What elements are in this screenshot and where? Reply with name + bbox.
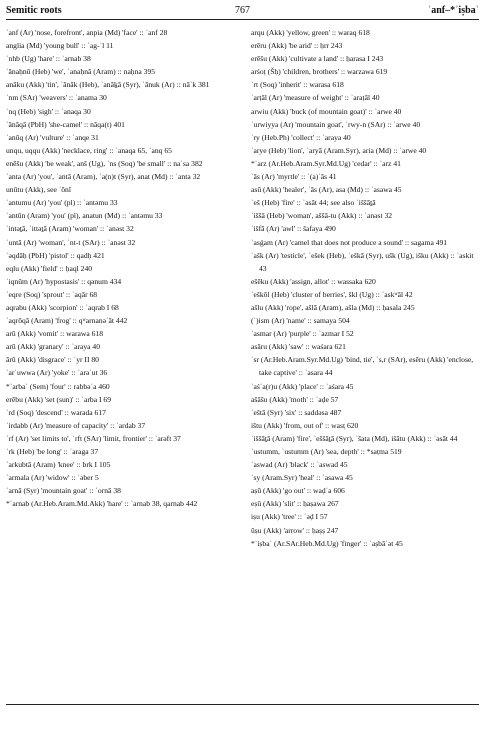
dictionary-entry: ʾiqnūm (Ar) 'hypostasis' :: qənum 434 — [6, 276, 122, 286]
dictionary-entry: enēšu (Akk) 'be weak', anš (Ug), ʾns (Soq) 'be small' :: naʾsa 382 — [6, 158, 203, 168]
dictionary-entry: ʾeštā (Syr) 'six' :: saddəsa 487 — [251, 407, 342, 417]
dictionary-entry: ʾirdabb (Ar) 'measure of capacity' :: ʾardab 37 — [6, 420, 146, 430]
dictionary-entry: ʾsr (Ar.Heb.Aram.Syr.Md.Ug) 'bind, tie', ʾs,r (SAr), esēru (Akk) 'enclose, take captive' :: ʾasara 44 — [251, 355, 474, 378]
dictionary-entry: ʾry (Heb.Ph) 'collect' :: ʾaraya 40 — [251, 132, 351, 142]
dictionary-entry: ʾrk (Heb) 'be long' :: ʾaraga 37 — [6, 447, 99, 456]
entry-range: ʾanf–*ʾiṣbaʿ — [427, 5, 479, 16]
dictionary-entry: aqrabu (Akk) 'scorpion' :: ʿaqrab I 68 — [6, 302, 119, 312]
dictionary-entry: ʾasmar (Ar) 'purple' :: ʾazmar I 52 — [251, 329, 354, 339]
dictionary-entry: ʾasǵam (Ar) 'camel that does not produce a sound' :: sagama 491 — [251, 237, 448, 247]
dictionary-entry: ʾintəṯā, ʾittəṯā (Aram) 'woman' :: ʾanəst 32 — [6, 224, 134, 234]
dictionary-entry: ʾašk (Ar) 'testicle', ʾešek (Heb), ʾeškā (Syr), ušk (Ug), išku (Akk) :: ʾaskit 43 — [251, 250, 474, 273]
dictionary-entry: ʾănaḥnū (Heb) 'we', ʾanaḥnā (Aram) :: naḥna 395 — [6, 67, 156, 77]
dictionary-entry: ʾantūn (Aram) 'you' (pl), anatun (Md) :: ʾantəmu 33 — [6, 211, 163, 221]
dictionary-entry: ʾiššāṯā (Aram) 'fire', ʾeššāṯā (Syr), ʾšata (Md), išātu (Akk) :: ʾəsāt 44 — [251, 433, 458, 443]
dictionary-entry: ʾrt (Soq) 'inherit' :: warasa 618 — [251, 80, 344, 90]
dictionary-entry: arwiu (Akk) 'buck (of mountain goat)' :: ʾarwe 40 — [251, 106, 402, 116]
dictionary-entry: ʾustumm, ʾustumm (Ar) 'sea, depth' :: *saṭma 519 — [251, 447, 402, 456]
dictionary-entry: (ʾ)ism (Ar) 'name' :: samaya 504 — [251, 316, 350, 326]
dictionary-entry: *ʾarz (Ar.Heb.Aram.Syr.Md.Ug) 'cedar' :: ʾarz 41 — [251, 158, 401, 168]
dictionary-entry: arśoṭ (Šḥ) 'children, brothers' :: warzawa 619 — [251, 67, 388, 77]
dictionary-entry: ʾarnā (Syr) 'mountain goat' :: ʾornā 38 — [6, 486, 121, 496]
dictionary-entry: *ʾarbaʿ (Sem) 'four' :: rabbəʿa 460 — [6, 381, 110, 391]
dictionary-entry: erēšu (Akk) 'cultivate a land' :: ḥarasa I 243 — [251, 54, 384, 64]
dictionary-entry: ʾišfā (Ar) 'awl' :: šafaya 490 — [251, 224, 336, 234]
dictionary-entry: anglia (Md) 'young bull' :: ʾag-ʾl 11 — [6, 41, 114, 51]
dictionary-entry: unqu, uqqu (Akk) 'necklace, ring' :: ʾanaqa 65, ʾanq 65 — [6, 145, 172, 155]
dictionary-entry: anāku (Akk) 'tin', ʾănāk (Heb), ʾanāḵā (Syr), ʾānuk (Ar) :: nāʾk 381 — [6, 80, 210, 90]
dictionary-entry: erēbu (Akk) 'set (sun)' :: ʿarba I 69 — [6, 394, 112, 404]
running-header — [6, 3, 479, 20]
dictionary-entry: ašāšu (Akk) 'moth' :: ʾaḍe 57 — [251, 394, 339, 404]
dictionary-entry: ʾanf (Ar) 'nose, forefront', anpia (Md) 'face' :: ʾanf 28 — [6, 28, 168, 37]
dictionary-entry: ʾnhb (Ug) 'hare' :: ʾarnab 38 — [6, 54, 91, 64]
dictionary-entry: ʾnm (SAr) 'weavers' :: ʾanama 30 — [6, 93, 107, 103]
dictionary-entry: ʾrd (Soq) 'descend' :: warada 617 — [6, 407, 106, 417]
dictionary-entry: ʾantumu (Ar) 'you' (pl) :: ʾantəmu 33 — [6, 198, 118, 208]
dictionary-entry: ašlu (Akk) 'rope', ašlā (Aram), ašla (Md) :: ḥasala 245 — [251, 302, 415, 312]
dictionary-entry: *ʾarnab (Ar.Heb.Aram.Md.Akk) 'hare' :: ʾarnab 38, qarnab 442 — [6, 499, 198, 509]
dictionary-entry: *ʾiṣbaʿ (Ar.SAr.Heb.Md.Ug) 'finger' :: ʾaṣbāʿət 45 — [251, 538, 403, 548]
dictionary-entry: ešēku (Akk) 'assign, allot' :: wassaka 620 — [251, 276, 376, 286]
dictionary-entry: ʾarmala (Ar) 'widow' :: ʾəber 5 — [6, 473, 99, 483]
left-column — [6, 26, 238, 510]
page-number: 767 — [235, 5, 250, 16]
dictionary-entry: eṣū (Akk) 'slit' :: ḥaṣawa 267 — [251, 499, 339, 509]
dictionary-entry: eqlu (Akk) 'field' :: ḥaql 240 — [6, 263, 93, 273]
right-column — [251, 26, 481, 550]
dictionary-entry: ʾanta (Ar) 'you', ʾantā (Aram), ʾa(n)t (Syr), anat (Md) :: ʾanta 32 — [6, 172, 201, 182]
dictionary-entry: ʾsy (Aram.Syr) 'heal' :: ʾasawa 45 — [251, 473, 353, 483]
dictionary-entry: ʾurwiyya (Ar) 'mountain goat', ʾrwy-n (SAr) :: ʾarwe 40 — [251, 119, 421, 129]
dictionary-entry: ārū (Akk) 'disgrace' :: ʿyr II 80 — [6, 355, 99, 365]
dictionary-entry: ʾarye (Heb) 'lion', ʾaryā (Aram.Syr), aria (Md) :: ʾarwe 40 — [251, 145, 427, 155]
dictionary-entry: ʾaśʿa(r)u (Akk) 'place' :: ʾaśara 45 — [251, 381, 354, 391]
dictionary-entry: ʾeqre (Soq) 'sprout' :: ʾaqār 68 — [6, 289, 98, 299]
dictionary-entry: unūtu (Akk), see ʾōnī — [6, 185, 71, 195]
dictionary-entry: arqu (Akk) 'yellow, green' :: waraq 618 — [251, 28, 370, 37]
dictionary-entry: ʾās (Ar) 'myrtle' :: ʾ(a)ʾās 41 — [251, 172, 337, 182]
dictionary-entry: ʾānāqā (PbH) 'she-camel' :: nāqa(t) 401 — [6, 119, 125, 129]
dictionary-entry: ʾeš (Heb) 'fire' :: ʾəsāt 44; see also ʾiššāṯā — [251, 198, 376, 208]
dictionary-entry: ʾarʿuwwa (Ar) 'yoke' :: ʾarəʿut 36 — [6, 368, 108, 378]
dictionary-entry: ʾəqdāḥ (PbH) 'pistol' :: qadḥ 421 — [6, 250, 105, 260]
dictionary-entry: asāru (Akk) 'saw' :: waśara 621 — [251, 342, 346, 352]
dictionary-entry: erēru (Akk) 'be arid' :: ḥrr 243 — [251, 41, 343, 51]
dictionary-entry: asū (Akk) 'healer', ʾās (Ar), asa (Md) :: ʾasawa 45 — [251, 185, 402, 195]
dictionary-entry: ʾuntā (Ar) 'woman', ʾnt-t (SAr) :: ʾanəst 32 — [6, 237, 136, 247]
dictionary-entry: ʾarkubtā (Aram) 'knee' :: brk I 105 — [6, 460, 111, 470]
dictionary-entry: ištu (Akk) 'from, out of' :: wasṭ 620 — [251, 420, 359, 430]
dictionary-entry: ʾanūq (Ar) 'vulture' :: ʾanqe 31 — [6, 132, 99, 142]
dictionary-entry: ʾnq (Heb) 'sigh' :: ʾanaqa 30 — [6, 106, 91, 116]
dictionary-entry: ʾiššā (Heb) 'woman', aššā-tu (Akk) :: ʾanəst 32 — [251, 211, 393, 221]
section-title: Semitic roots — [6, 5, 62, 16]
dictionary-entry: aṣū (Akk) 'go out' :: waḍʾa 606 — [251, 486, 345, 496]
dictionary-entry: ʾrf (Ar) 'set limits to', ʾrft (SAr) 'limit, frontier' :: ʾarəft 37 — [6, 433, 181, 443]
dictionary-entry: arū (Akk) 'vomit' :: warawa 618 — [6, 329, 103, 339]
dictionary-entry: ūṣu (Akk) 'arrow' :: ḥaṣṣ 247 — [251, 525, 339, 535]
dictionary-entry: ʾaswad (Ar) 'black' :: ʾaswad 45 — [251, 460, 348, 470]
dictionary-entry: ʾarṭāl (Ar) 'measure of weight' :: ʾaraṭāl 40 — [251, 93, 380, 103]
dictionary-entry: iṣu (Akk) 'tree' :: ʿəḍ I 57 — [251, 512, 328, 522]
dictionary-entry: arū (Akk) 'granary' :: ʾaraya 40 — [6, 342, 101, 352]
footer-rule — [6, 704, 479, 705]
dictionary-entry: ʾeškōl (Heb) 'cluster of berries', škl (Ug) :: ʾaskʷāl 42 — [251, 289, 413, 299]
dictionary-entry: ʾaqrōqā (Aram) 'frog' :: qʷarnanəʿāt 442 — [6, 316, 128, 326]
